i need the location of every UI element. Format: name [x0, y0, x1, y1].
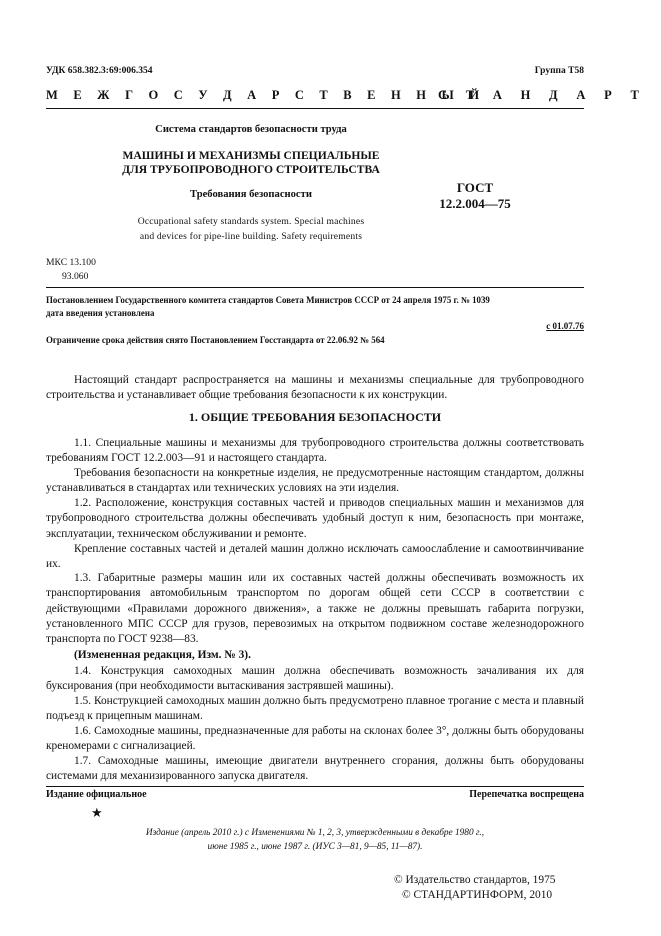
clause-1-7: 1.7. Самоходные машины, имеющие двигатели внутреннего сгорания, должны быть оборудованы системами для механизированного запуска двигателя. [46, 755, 584, 783]
decree-line-2: дата введения установлена [46, 307, 155, 318]
document-title [90, 149, 412, 177]
intro-paragraph: Настоящий стандарт распространяется на машины и механизмы специальные для трубопроводного строительства и устанавливает общие требования безопасности к их конструкции. [46, 374, 584, 402]
udc-code: УДК 658.382.3:69:006.354 [46, 66, 153, 76]
gost-label: ГОСТ [456, 180, 494, 195]
reprint-notice: Перепечатка воспрещена [469, 789, 584, 800]
clause-1-3: 1.3. Габаритные размеры машин или их составных частей должны обеспечивать возможность их транспортирования автомобильным транспортом по дорогам общей сети СССР в соответствии с действующими «Правилами дорожного движения», а также не должны превышать габарита погрузки, установленного МПС СССР для грузов, перевозимых на открытом подвижном составе железнодорожного транспорта по ГОСТ 9238—83. [46, 572, 584, 646]
star-icon: ★ [91, 805, 103, 820]
clause-1-5: 1.5. Конструкцией самоходных машин должно быть предусмотрено плавное трогание с места и плавный подъезд к прицепным машинам. [46, 695, 584, 723]
mks-codes [46, 256, 96, 284]
clause-1-2: 1.2. Расположение, конструкция составных частей и приводов специальных машин и механизмов для трубопроводного строительства должны обеспечивать удобный доступ к ним, безопасность при монтаже, эксплуатации, техническом обслуживании и ремонте. [46, 497, 584, 540]
english-title [96, 214, 406, 244]
mks-line-2: 93.060 [62, 271, 89, 282]
banner-left: М Е Ж Г О С У Д А Р С Т В Е Н Н Ы Й [46, 88, 486, 102]
footer-rule [46, 786, 584, 787]
edition-line-1: Издание (апрель 2010 г.) с Изменениями № 1, 2, 3, утвержденными в декабре 1980 г., [145, 828, 485, 838]
copyright-line-2: © СТАНДАРТИНФОРМ, 2010 [402, 889, 553, 901]
decree [46, 294, 584, 319]
mks-line-1: МКС 13.100 [46, 257, 96, 268]
copyright-line-1: © Издательство стандартов, 1975 [394, 874, 556, 886]
copyright [390, 873, 555, 903]
title-rule [46, 287, 584, 288]
system-title: Система стандартов безопасности труда [155, 124, 347, 135]
title-line-1: МАШИНЫ И МЕХАНИЗМЫ СПЕЦИАЛЬНЫЕ [122, 149, 380, 162]
edition-info [60, 826, 570, 854]
clause-1-6: 1.6. Самоходные машины, предназначенные для работы на склонах более 3°, должны быть оборудованы креномерами с сигнализацией. [46, 725, 584, 753]
decree-line-1: Постановлением Государственного комитета стандартов Совета Министров СССР от 24 апреля 1975 г. № 1039 [46, 295, 490, 305]
banner-right: С Т А Н Д А Р Т [438, 88, 647, 102]
edit-note: (Измененная редакция, Изм. № 3). [74, 649, 251, 661]
clause-1-4: 1.4. Конструкция самоходных машин должна обеспечивать возможность зачаливания их для буксирования (при необходимости вытаскивания застрявшей машины). [46, 665, 584, 693]
group-code: Группа Т58 [534, 66, 584, 76]
edition-line-2: июне 1985 г., июне 1987 г. (ИУС 3—81, 9—85, 11—87). [207, 842, 423, 852]
clause-1-1-extra: Требования безопасности на конкретные изделия, не предусмотренные настоящим стандартом, должны устанавливаться в стандартах или технических условиях на эти изделия. [46, 467, 584, 495]
effective-date: с 01.07.76 [546, 321, 584, 331]
english-title-line-2: and devices for pipe-line building. Safety requirements [139, 231, 363, 242]
clause-1-1: 1.1. Специальные машины и механизмы для трубопроводного строительства должны соответствовать требованиям ГОСТ 12.2.003—91 и настоящего стандарта. [46, 437, 584, 465]
header-rule [46, 108, 584, 109]
subtitle: Требования безопасности [190, 189, 312, 200]
title-line-2: ДЛЯ ТРУБОПРОВОДНОГО СТРОИТЕЛЬСТВА [122, 163, 380, 176]
english-title-line-1: Occupational safety standards system. Special machines [137, 216, 365, 227]
section-1-title: 1. ОБЩИЕ ТРЕБОВАНИЯ БЕЗОПАСНОСТИ [188, 410, 442, 424]
gost-designation [430, 180, 520, 212]
limit-note: Ограничение срока действия снято Постановлением Госстандарта от 22.06.92 № 564 [46, 335, 385, 345]
official-edition: Издание официальное [46, 789, 147, 800]
clause-1-2-extra: Крепление составных частей и деталей машин должно исключать самоослабление и самоотвинчивание их. [46, 543, 584, 571]
gost-number: 12.2.004—75 [439, 196, 511, 211]
